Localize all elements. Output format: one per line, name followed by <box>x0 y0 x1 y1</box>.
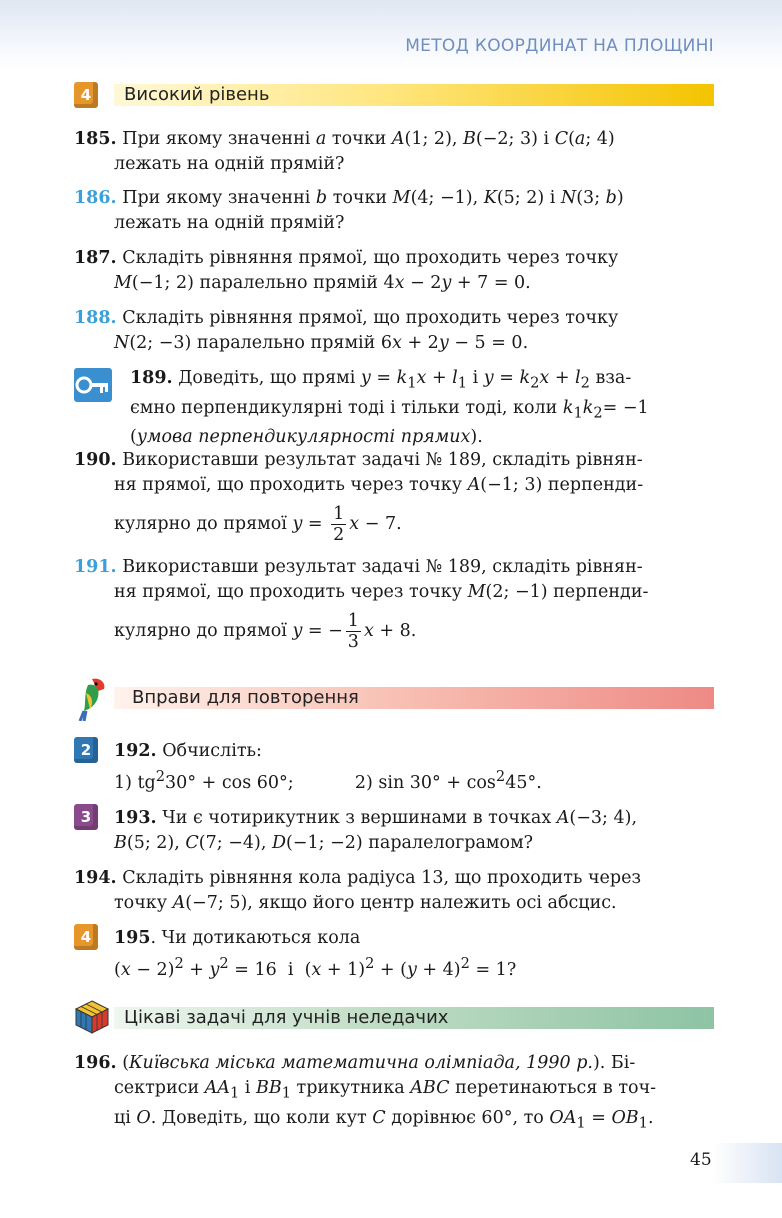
section-bar-review <box>74 683 714 713</box>
section-title: Вправи для повторення <box>132 687 359 708</box>
problem-188: 188. Складіть рівняння прямої, що проходить через точку N(2; −3) паралельно прямій 6x + 2y − 5 = 0. <box>74 308 619 353</box>
page-number: 45 <box>690 1150 712 1170</box>
key-icon <box>74 368 112 402</box>
problem-193: 193. Чи є чотирикутник з вершинами в точках A(−3; 4), B(5; 2), C(7; −4), D(−1; −2) паралелограмом? <box>114 808 638 853</box>
level-cube-icon: 4 <box>74 82 98 108</box>
problem-194: 194. Складіть рівняння кола радіуса 13, що проходить через точку A(−7; 5), якщо його центр належить осі абсцис. <box>74 868 641 913</box>
level-cube-icon: 2 <box>74 737 98 763</box>
running-head: МЕТОД КООРДИНАТ НА ПЛОЩИНІ <box>405 36 714 56</box>
level-cube-icon: 4 <box>74 924 98 950</box>
section-bar-fun-problems <box>74 1003 714 1033</box>
problem-196: 196. (Київська міська математична олімпіада, 1990 р.). Бі- сектриси $AA_1$ і $BB_1$ трикутника ABC перетинаються в точ- ці O. Доведіть, що коли кут C дорівнює 60°, то $OA_1 = OB_1$. <box>74 1053 657 1131</box>
rubiks-cube-icon <box>74 999 110 1035</box>
problem-192: 192. Обчисліть: 1) $tg^230^\circ + \cos 60^\circ$; 2) $\sin 30^\circ + \cos^245^\circ$. <box>114 741 542 793</box>
problem-195: 195. Чи дотикаються кола $(x - 2)^2 + y^2 = 16$ і $(x + 1)^2 + (y + 4)^2 = 1$? <box>114 928 517 980</box>
parrot-icon <box>74 675 110 721</box>
problem-187: 187. Складіть рівняння прямої, що проходить через точку M(−1; 2) паралельно прямій 4x − 2y + 7 = 0. <box>74 248 619 293</box>
page-header-band <box>0 0 782 70</box>
problem-190: 190. Використавши результат задачі № 189, складіть рівнян- ня прямої, що проходить через точку A(−1; 3) перпенди- кулярно до прямої y = $\frac{1}{2}$ x − 7. <box>74 450 644 545</box>
page-corner-decoration <box>712 1143 782 1183</box>
level-cube-icon: 3 <box>74 804 98 830</box>
problem-185: 185. При якому значенні a точки A(1; 2), B(−2; 3) і C(a; 4) лежать на одній прямій? <box>74 129 615 174</box>
problem-186: 186. При якому значенні b точки M(4; −1), K(5; 2) і N(3; b) лежать на одній прямій? <box>74 188 624 233</box>
section-bar-high-level <box>74 80 714 110</box>
problem-191: 191. Використавши результат задачі № 189, складіть рівнян- ня прямої, що проходить через точку M(2; −1) перпенди- кулярно до прямої y = − $\frac{1}{3}$ x + 8. <box>74 557 649 652</box>
section-title: Цікаві задачі для учнів неледачих <box>124 1007 449 1028</box>
section-title: Високий рівень <box>124 84 270 105</box>
problem-189: 189. Доведіть, що прямі $y = k_1x + l_1$ і $y = k_2x + l_2$ вза- ємно перпендикулярні тоді і тільки тоді, коли $k_1k_2= -1$ (умова перпендикулярності прямих). <box>130 368 649 447</box>
